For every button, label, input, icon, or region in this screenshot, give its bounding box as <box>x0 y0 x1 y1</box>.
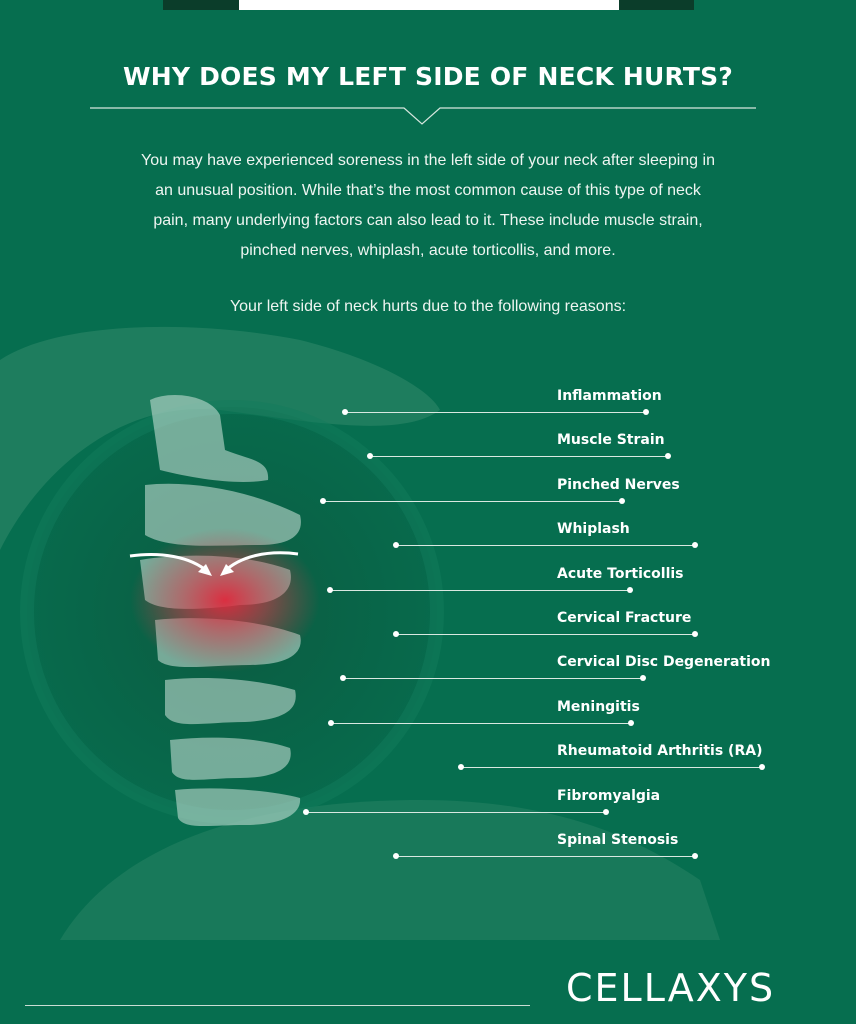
leader-dot <box>692 631 698 637</box>
intro-lead: Your left side of neck hurts due to the following reasons: <box>229 298 627 315</box>
reason-leader-line <box>345 412 646 413</box>
leader-dot <box>619 498 625 504</box>
reason-label: Rheumatoid Arthritis (RA) <box>557 743 763 760</box>
reason-leader-line <box>461 767 762 768</box>
reason-label: Inflammation <box>557 388 662 404</box>
leader-dot <box>692 853 698 859</box>
reason-leader-line <box>370 456 668 457</box>
leader-dot <box>627 587 633 593</box>
brand-logo: CELLAXYS <box>566 966 776 1010</box>
reason-label: Muscle Strain <box>557 432 665 449</box>
reason-leader-line <box>396 856 695 857</box>
reason-leader-line <box>396 634 695 635</box>
leader-dot <box>328 720 334 726</box>
leader-dot <box>603 809 609 815</box>
leader-dot <box>320 498 326 504</box>
reason-label: Pinched Nerves <box>557 476 680 493</box>
leader-dot <box>340 675 346 681</box>
reason-leader-line <box>306 812 606 813</box>
reason-label: Acute Torticollis <box>557 565 684 582</box>
leader-dot <box>303 809 309 815</box>
reason-label: Cervical Fracture <box>557 610 692 626</box>
footer-divider <box>25 1005 530 1006</box>
reason-leader-line <box>330 590 630 591</box>
leader-dot <box>458 764 464 770</box>
leader-dot <box>393 631 399 637</box>
reason-label: Meningitis <box>557 698 640 715</box>
leader-dot <box>692 542 698 548</box>
intro-paragraph: You may have experienced soreness in the left side of your neck after sleeping in an unusual position. While that’s the most common cause of this type of neck pain, many underlying factors can also lead to it. These include muscle strain, pinched nerves, whiplash, acute torticollis, and more. <box>141 152 715 259</box>
leader-dot <box>665 453 671 459</box>
reason-leader-line <box>343 678 643 679</box>
leader-dot <box>393 853 399 859</box>
leader-dot <box>628 720 634 726</box>
leader-dot <box>342 409 348 415</box>
reason-leader-line <box>396 545 695 546</box>
leader-dot <box>643 409 649 415</box>
reason-leader-line <box>331 723 631 724</box>
page-title: WHY DOES MY LEFT SIDE OF NECK HURTS? <box>122 62 734 91</box>
reason-label: Spinal Stenosis <box>557 832 679 848</box>
leader-dot <box>640 675 646 681</box>
reason-label: Fibromyalgia <box>557 787 661 804</box>
leader-dot <box>759 764 765 770</box>
leader-dot <box>393 542 399 548</box>
reason-leader-line <box>323 501 622 502</box>
leader-dot <box>367 453 373 459</box>
reason-label: Cervical Disc Degeneration <box>557 654 771 671</box>
leader-dot <box>327 587 333 593</box>
reason-label: Whiplash <box>557 521 630 538</box>
